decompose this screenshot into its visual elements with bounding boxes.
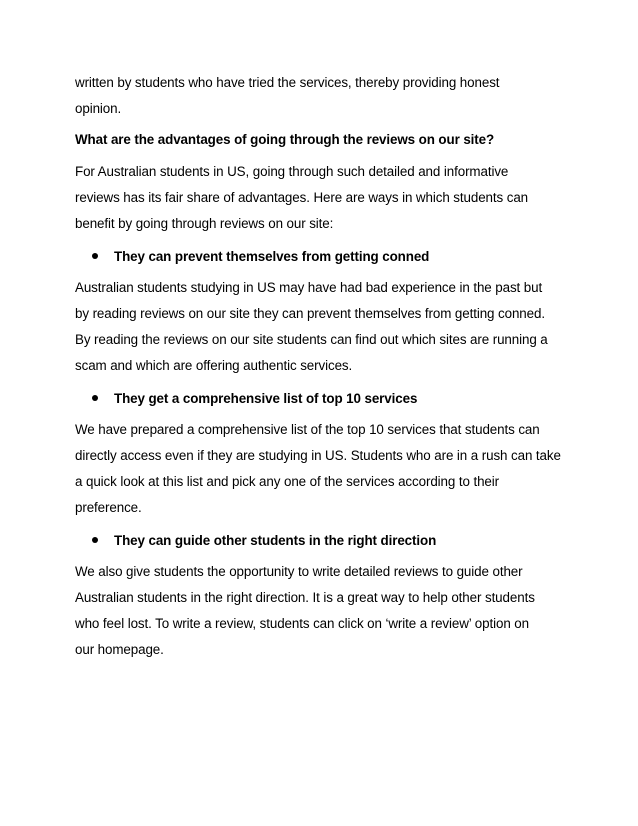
section-body-line: By reading the reviews on our site students can find out which sites are running a [75,332,548,347]
section-body-line: who feel lost. To write a review, students can click on ‘write a review’ option on [75,616,529,631]
section-body-line: We also give students the opportunity to write detailed reviews to guide other [75,564,523,579]
section-body-line: We have prepared a comprehensive list of the top 10 services that students can [75,422,540,437]
question-heading: What are the advantages of going through the reviews on our site? [75,132,495,147]
bullet-item [75,527,565,553]
section-body-line: a quick look at this list and pick any one of the services according to their [75,474,500,489]
section-body-line: by reading reviews on our site they can prevent themselves from getting conned. [75,306,545,321]
bullet-heading: They get a comprehensive list of top 10 services [114,390,418,406]
bullet-icon [92,395,98,401]
section-body-line: directly access even if they are studying in US. Students who are in a rush can take [75,448,561,463]
lead-line: benefit by going through reviews on our site: [75,216,334,231]
section-body-line: our homepage. [75,642,164,657]
document-body [75,70,565,663]
bullet-heading: They can prevent themselves from getting conned [114,248,430,264]
bullet-icon [92,253,98,259]
section-body-line: preference. [75,500,142,515]
bullet-item [75,385,565,411]
lead-line: For Australian students in US, going through such detailed and informative [75,164,509,179]
intro-line: written by students who have tried the services, thereby providing honest [75,75,500,90]
bullet-heading: They can guide other students in the right direction [114,532,437,548]
bullet-icon [92,537,98,543]
intro-line: opinion. [75,101,122,116]
lead-line: reviews has its fair share of advantages. Here are ways in which students can [75,190,529,205]
section-body-line: Australian students in the right direction. It is a great way to help other students [75,590,535,605]
section-body-line: scam and which are offering authentic services. [75,358,353,373]
section-body-line: Australian students studying in US may have had bad experience in the past but [75,280,543,295]
bullet-item [75,243,565,269]
